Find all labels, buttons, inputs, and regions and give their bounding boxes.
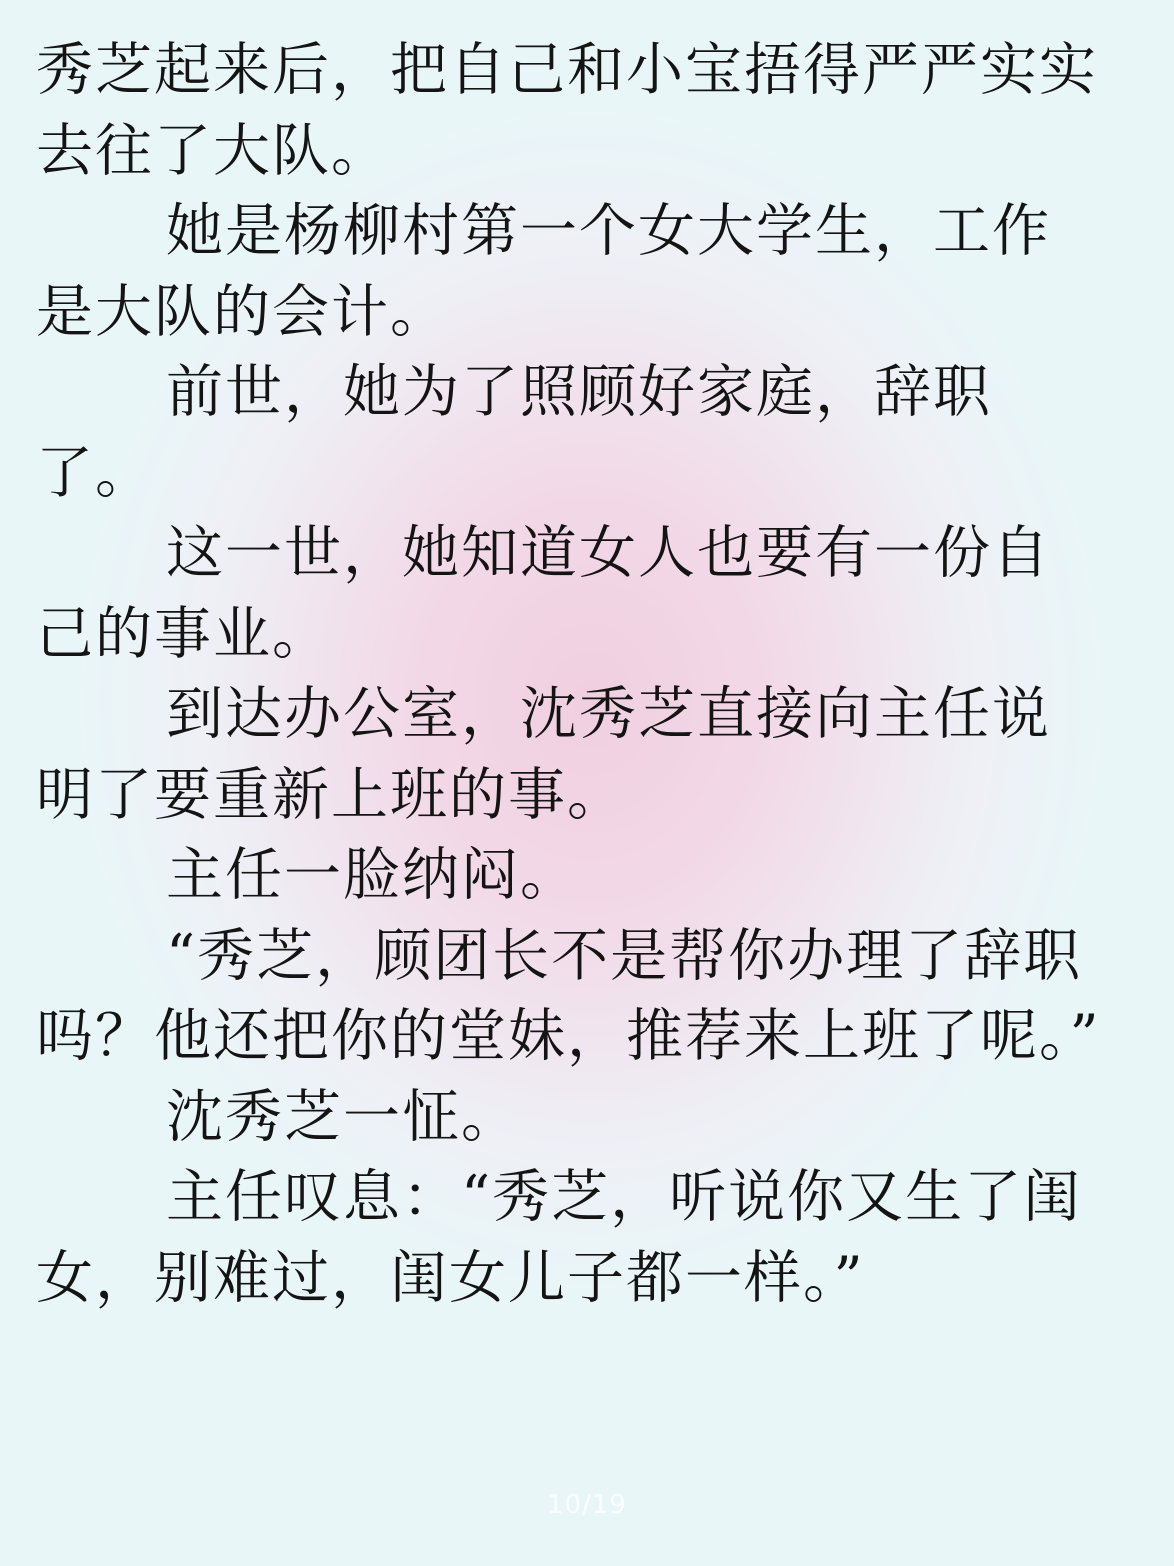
paragraph-4: 这一世，她知道女人也要有一份自己的事业。 (36, 520, 1051, 667)
paragraph-3: 前世，她为了照顾好家庭，辞职了。 (36, 359, 992, 506)
paragraph-7: “秀芝，顾团长不是帮你办理了辞职吗？他还把你的堂妹，推荐来上班了呢。” (36, 922, 1101, 1069)
paragraph-6: 主任一脸纳闷。 (166, 842, 579, 908)
paragraph-8: 沈秀芝一怔。 (166, 1083, 520, 1150)
page-indicator: 10/19 (547, 1490, 627, 1520)
paragraph-5: 到达办公室，沈秀芝直接向主任说明了要重新上班的事。 (36, 681, 1051, 828)
story-text (36, 30, 1106, 1318)
paragraph-1: 秀芝起来后，把自己和小宝捂得严严实实去往了大队。 (36, 37, 1098, 184)
paragraph-9: 主任叹息：“秀芝，听说你又生了闺女，别难过，闺女儿子都一样。” (36, 1164, 1083, 1311)
paragraph-2: 她是杨柳村第一个女大学生，工作是大队的会计。 (36, 198, 1051, 345)
